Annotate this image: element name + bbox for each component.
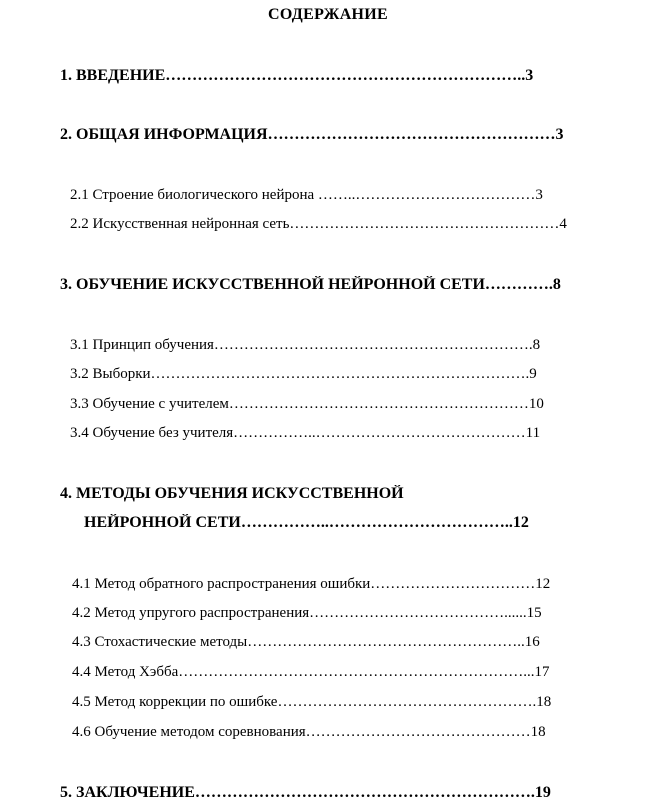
toc-entry-3-2: 3.2 Выборки………………………………………………………………….9 xyxy=(70,366,537,382)
toc-entry-3-3: 3.3 Обучение с учителем……………………………………………………10 xyxy=(70,396,544,412)
toc-entry-1: 1. ВВЕДЕНИЕ…………………………………………………………..3 xyxy=(60,67,534,84)
toc-entry-4-line1: 4. МЕТОДЫ ОБУЧЕНИЯ ИСКУССТВЕННОЙ xyxy=(60,485,404,502)
toc-entry-4-5: 4.5 Метод коррекции по ошибке…………………………………………….18 xyxy=(72,694,552,710)
toc-entry-2-2: 2.2 Искусственная нейронная сеть………………………………………………4 xyxy=(70,216,567,232)
toc-entry-2-1: 2.1 Строение биологического нейрона ……..………………………………3 xyxy=(70,187,543,203)
toc-entry-4-4: 4.4 Метод Хэбба……………………………………………………………...17 xyxy=(72,664,550,680)
toc-entry-3: 3. ОБУЧЕНИЕ ИСКУССТВЕННОЙ НЕЙРОННОЙ СЕТИ………….8 xyxy=(60,276,561,293)
toc-entry-4-6: 4.6 Обучение методом соревнования………………………………………18 xyxy=(72,724,546,740)
toc-entry-4-1: 4.1 Метод обратного распространения ошибки……………………………12 xyxy=(72,576,551,592)
toc-entry-5: 5. ЗАКЛЮЧЕНИЕ……………………………………………………….19 xyxy=(60,784,551,801)
toc-entry-4-2: 4.2 Метод упругого распространения…………………………………......15 xyxy=(72,605,542,621)
toc-entry-2: 2. ОБЩАЯ ИНФОРМАЦИЯ………………………………………………3 xyxy=(60,126,564,143)
toc-title: СОДЕРЖАНИЕ xyxy=(267,6,389,23)
toc-entry-3-1: 3.1 Принцип обучения……………………………………………………….8 xyxy=(70,337,541,353)
toc-entry-4-3: 4.3 Стохастические методы………………………………………………..16 xyxy=(72,634,540,650)
toc-entry-4-line2: НЕЙРОННОЙ СЕТИ……………..……………………………..12 xyxy=(84,514,529,531)
toc-entry-3-4: 3.4 Обучение без учителя……………..……………………………………11 xyxy=(70,425,541,441)
